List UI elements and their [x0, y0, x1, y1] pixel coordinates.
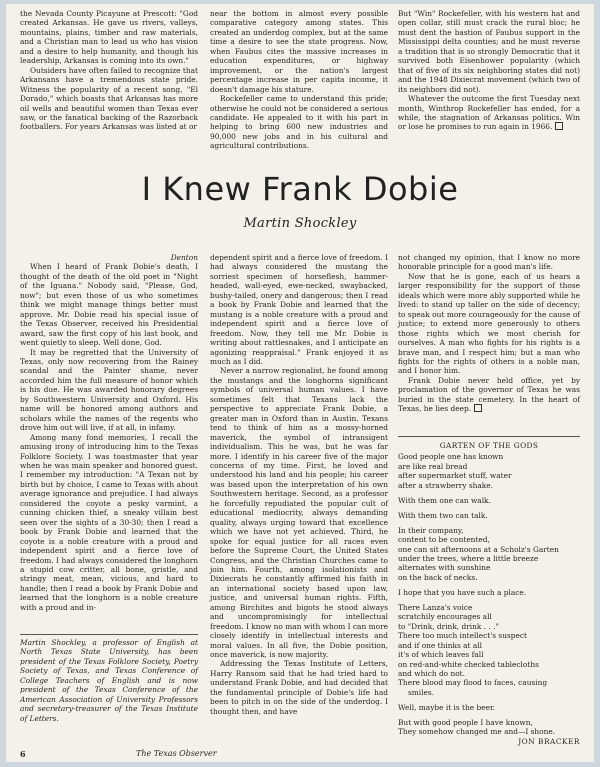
poem-stanza — [398, 718, 580, 737]
poem-stanza — [398, 703, 580, 712]
poem-author: JON BRACKER — [518, 736, 580, 746]
poem-stanza — [398, 496, 580, 505]
poem-stanza — [398, 603, 580, 698]
paragraph: the Nevada County Picayune at Prescott: "God created Arkansas. He gave us rivers, valleys, mountains, plains, timber and raw materials, and a Christian man to lead us who has vision and a desire to help humanity, and though his leadership, Arkansas is coming into its own." — [20, 9, 198, 66]
paragraph: But "Win" Rockefeller, with his western hat and open collar, still must crack the rural bloc; he must dent the bastion of Faubus support in the Mississippi delta counties; and he must reverse a tradition that is so strongly Democratic that it survived both Eisenhower popularity (which that of five of its six neighboring states did not) and the 1948 Dixiecrat movement (which two of its neighbors did not). — [398, 9, 580, 94]
top-column-1 — [20, 9, 198, 132]
poem-line: They somehow changed me and—I shone. — [398, 727, 556, 737]
article-title: I Knew Frank Dobie — [141, 170, 459, 208]
poem-line: to "Drink, drink, drink . . ." — [398, 621, 499, 631]
poem-line: smiles. — [408, 687, 435, 697]
poem-line: Good people one has known — [398, 452, 504, 462]
paragraph: not changed my opinion, that I know no more honorable principle for a good man's life. — [398, 253, 580, 272]
article-byline: Martin Shockley — [243, 216, 357, 231]
poem-stanza — [398, 452, 580, 490]
poem-line: With them two can talk. — [398, 510, 488, 520]
poem-line: and if one thinks at all — [398, 640, 482, 650]
author-bio: Martin Shockley, a professor of English at North Texas State University, has been president of the Texas Folklore Society, Poetry Society of Texas, and Texas Conference of College Teachers of English and is now president of the Texas Conference of the American Association of University Professors and secretary-treasurer of the Texas Institute of Letters. — [20, 638, 198, 723]
poem-line: alternates with sunshine — [398, 563, 491, 573]
poem-line: after a strawberry shake. — [398, 480, 494, 490]
poem-line: I hope that you have such a place. — [398, 587, 527, 597]
article-column-1 — [20, 253, 198, 612]
poem-stanza — [398, 588, 580, 597]
publication-name: The Texas Observer — [136, 749, 217, 758]
poem-line: Well, maybe it is the beer. — [398, 702, 496, 712]
poem-line: and which do not. — [398, 669, 466, 679]
dateline: Denton — [170, 253, 198, 262]
paragraph: Outsiders have often failed to recognize that Arkansans have a tremendous state pride. Witness the popularity of a recent song, "El Dorado," which boasts that Arkansas has more oil wells and beautiful women than Texas ever saw, or the fanatical backing of the Razorback footballers. For years Arkansas was listed at or — [20, 65, 198, 132]
poem-title: GARTEN OF THE GODS — [439, 441, 539, 450]
poem-line: But with good people I have known, — [398, 717, 533, 727]
poem-line: There too much intellect's suspect — [398, 631, 527, 641]
poem-line: With them one can walk. — [398, 495, 491, 505]
poem-line: In their company, — [398, 525, 464, 535]
end-mark-icon — [555, 122, 563, 130]
paragraph: Among many fond memories, I recall the amusing irony of introducing him to the Texas Folklore Society. I was toastmaster that year when he was main speaker and honored guest. I remember my introduction: "A Texan not by birth but by choice, I came to Texas with about average ignorance and prejudice. I had always considered the coyote a pesky varmint, a cunning chicken thief, a sneaky villain best seen over the sights of a 30-30; then I read a book by Frank Dobie and learned that the coyote is a noble creature with a proud and independent spirit and a fierce love of freedom. I had always considered the longhorn a stupid cow critter, all bone, gristle, and stringy meat, mean, vicious, and hard to handle; then I read a book by Frank Dobie and learned that the longhorn is a noble creature with a proud and in- — [20, 432, 198, 612]
poem-line: content to be contented, — [398, 535, 490, 545]
poem-line: on red-and-white checked tablecloths — [398, 659, 539, 669]
poem-line: scratchily encourages all — [398, 612, 492, 622]
top-column-3 — [398, 9, 580, 132]
poem-line: one can sit afternoons at a Scholz's Garten — [398, 544, 559, 554]
poem-line: are like real bread — [398, 461, 468, 471]
paragraph: near the bottom in almost every possible comparative category among states. This created an underdog complex, but at the same time a desire to see the state progress. Now, when Faubus cites the massive increases in education expenditures, or highway improvement, or the nation's largest percentage increase in per capita income, it doesn't damage his stature. — [210, 9, 388, 94]
paragraph: Rockefeller came to understand this pride; otherwise he could not be considered a serious candidate. He appealed to it with his part in helping to bring 600 new industries and 90,000 new jobs and in his cultural and agricultural contributions. — [210, 94, 388, 151]
poem-divider — [398, 436, 580, 437]
article-column-3 — [398, 253, 580, 414]
poem-line: after supermarket stuff, water — [398, 471, 512, 481]
magazine-page — [6, 4, 594, 762]
top-column-2 — [210, 9, 388, 151]
poem — [398, 441, 580, 746]
paragraph: Frank Dobie never held office, yet by proclamation of the governor of Texas he was buried in the state cemetery. In the heart of Texas, he lies deep. — [398, 375, 580, 414]
paragraph: Addressing the Texas Institute of Letters, Harry Ransom said that he had tried hard to understand Frank Dobie, and had decided that the fundamental principle of Dobie's life had been to pitch in on the side of the underdog. I thought then, and have — [210, 659, 388, 716]
end-mark-icon — [474, 404, 482, 412]
paragraph: It may be regretted that the University of Texas, only now recovering from the Rainey scandal and the Painter shame, never accorded him the full measure of honor which is his due. He was awarded honorary degrees by Southwestern University and Oxford. His name will be honored among authors and scholars while the names of the regents who drove him out will live, if at all, in infamy. — [20, 347, 198, 433]
poem-line: it's of which leaves fall — [398, 650, 484, 660]
paragraph: dependent spirit and a fierce love of freedom. I had always considered the mustang the sorriest specimen of horseflesh, hammer-headed, wall-eyed, ewe-necked, swaybacked, bushy-tailed, onery and dangerous; then I read a book by Frank Dobie and learned that the mustang is a noble creature with a proud and independent spirit and a fierce love of freedom. Now, they tell me Mr. Dobie is writing about rattlesnakes, and I anticipate an agonizing reappraisal." Frank enjoyed it as much as I did. — [210, 253, 388, 366]
paragraph: Whatever the outcome the first Tuesday next month, Winthrop Rockefeller has ended, for a while, the stagnation of Arkansas politics. Win or lose he promises to run again in 1966. — [398, 94, 580, 132]
poem-line: There Lanza's voice — [398, 602, 473, 612]
poem-stanza — [398, 526, 580, 583]
article-column-2 — [210, 253, 388, 716]
page-number: 6 — [20, 749, 26, 759]
bio-divider — [20, 634, 198, 635]
poem-line: under the trees, where a little breeze — [398, 554, 539, 564]
paragraph: Now that he is gone, each of us hears a larger responsibility for the support of those ideals which were more ably supported while he lived: to stand up taller on the side of decency; to speak out more courageously for the cause of justice; to extend more generously to others those rights which we most cherish for ourselves. A man who fights for his rights is a brave man, and I respect him; but a man who fights for the rights of others is a noble man, and I honor him. — [398, 271, 580, 376]
poem-line: There blood may flood to faces, causing — [398, 678, 548, 688]
poem-stanza — [398, 511, 580, 520]
poem-line: on the back of necks. — [398, 572, 478, 582]
paragraph: When I heard of Frank Dobie's death, I thought of the death of the old poet in "Night of the Iguana." Nobody said, "Please, God, now"; but even those of us who sometimes think we might manage things better must approve. Mr. Dobie read his special issue of the Texas Observer, received his Presidential award, saw the first copy of his last book, and went quietly to sleep. Well done, God. — [20, 262, 198, 348]
paragraph: Never a narrow regionalist, he found among the mustangs and the longhorns significant symbols of universal human values. I have sometimes felt that Texans lack the perspective to appreciate Frank Dobie, a greater man in Oxford than in Austin. Texans tend to think of him as a mossy-horned maverick, the symbol of intransigent individualism. This he was, but he was far more. I identify in his career five of the major concerns of my time. First, he loved and understood his land and his people; his career was based upon the interpretation of his own Southwestern heritage. Second, as a professor he forcefully repudiated the popular cult of educational mediocrity, always demanding quality, always urging toward that excellence which we have not yet achieved. Third, he spoke for equal justice for all races even before the Supreme Court, the United States Congress, and the Christian Churches came to join him. Fourth, among isolationists and Dixiecrats he constantly affirmed his faith in an international society based upon law, justice, and universal human rights. Fifth, among Birchites and bigots he stood always and uncompromisingly for intellectual freedom. I know no man with whom I can more closely identify in intellectual interests and moral values. In all five, the Dobie position, once maverick, is now majority. — [210, 366, 388, 660]
